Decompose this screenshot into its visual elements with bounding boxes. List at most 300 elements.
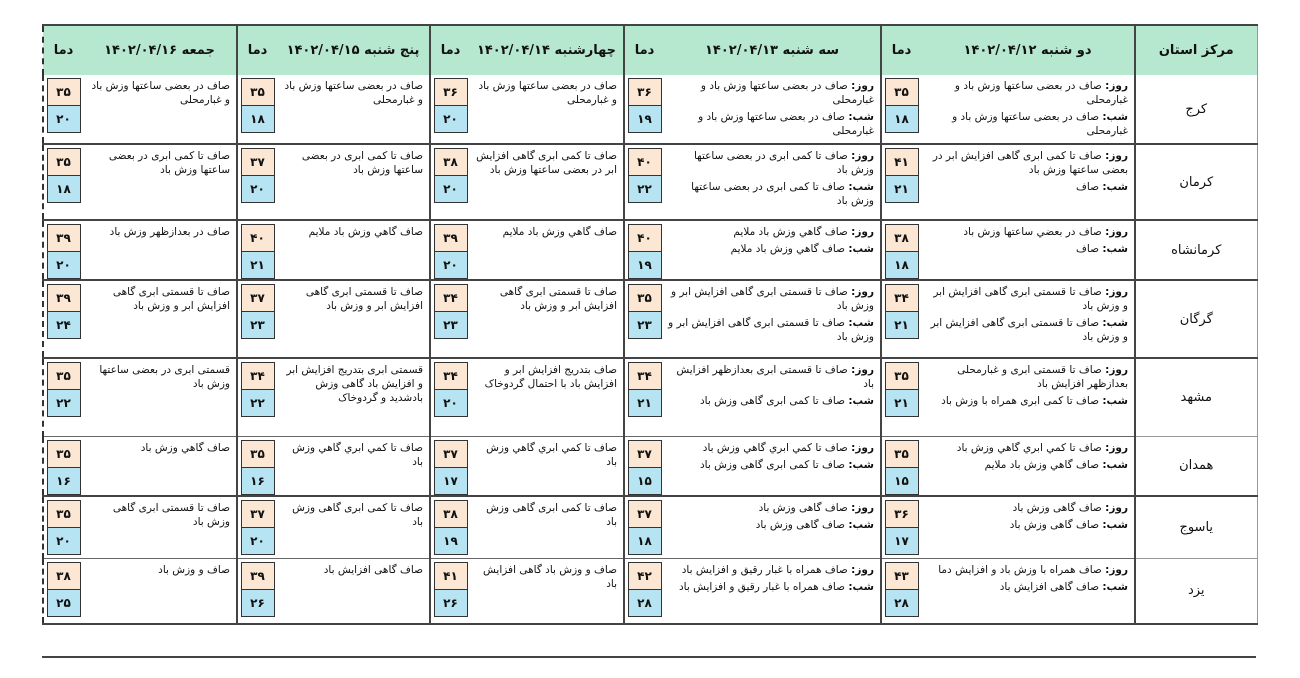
- max-temperature: ۴۰: [628, 224, 662, 252]
- forecast-text: صاف بتدریج افزایش ابر و افزایش باد با احتمال گردوخاک: [484, 364, 617, 390]
- forecast-text: صاف و وزش باد: [158, 563, 230, 576]
- night-label: شب:: [1102, 580, 1128, 593]
- max-temperature: ۳۹: [434, 224, 468, 252]
- forecast-description: [664, 558, 881, 624]
- day-forecast: [925, 441, 1128, 455]
- forecast-description: [470, 358, 624, 436]
- forecast-description: [921, 144, 1135, 220]
- min-temperature: ۲۳: [434, 312, 468, 339]
- night-forecast: [668, 180, 874, 208]
- max-temperature: ۳۷: [434, 440, 468, 468]
- forecast-description: [664, 280, 881, 358]
- forecast-description: [83, 436, 237, 496]
- max-temperature: ۴۰: [241, 224, 275, 252]
- min-temperature: ۱۸: [47, 176, 81, 203]
- max-temperature: ۳۴: [885, 284, 919, 312]
- min-temperature: ۱۸: [241, 106, 275, 133]
- forecast-description: [277, 75, 430, 144]
- day-forecast: [925, 501, 1128, 515]
- day-label: روز:: [1105, 80, 1128, 92]
- temperature-box: [47, 362, 81, 417]
- temperature-cell: [881, 496, 921, 558]
- forecast-description: [277, 496, 430, 558]
- province-name: یزد: [1135, 558, 1257, 624]
- day-label: روز:: [851, 441, 874, 454]
- day-label: روز:: [1105, 441, 1128, 454]
- temperature-box: [885, 440, 919, 495]
- temperature-cell: [624, 358, 664, 436]
- day-text: صاف گاهي وزش باد ملايم: [733, 226, 848, 238]
- day-label: روز:: [851, 364, 874, 376]
- table-row: [43, 558, 1257, 624]
- day-text: صاف تا قسمتی ابری بعدازظهر افزایش باد: [676, 364, 874, 390]
- day-forecast: [668, 501, 874, 515]
- min-temperature: ۲۰: [434, 390, 468, 417]
- night-forecast: [925, 180, 1128, 194]
- temperature-box: [628, 562, 662, 617]
- max-temperature: ۳۴: [241, 362, 275, 390]
- temperature-box: [885, 362, 919, 417]
- max-temperature: ۳۵: [628, 284, 662, 312]
- max-temperature: ۳۵: [47, 440, 81, 468]
- province-name: گرگان: [1135, 280, 1257, 358]
- day-text: صاف تا كمي ابري گاهي وزش باد: [956, 441, 1102, 454]
- temperature-box: [628, 148, 662, 203]
- temperature-cell: [624, 496, 664, 558]
- night-forecast: [668, 110, 874, 138]
- day-forecast: [925, 79, 1128, 107]
- province-name: همدان: [1135, 436, 1257, 496]
- temperature-cell: [430, 144, 470, 220]
- forecast-description: [664, 436, 881, 496]
- temperature-cell: [237, 144, 277, 220]
- forecast-description: [470, 558, 624, 624]
- max-temperature: ۴۰: [628, 148, 662, 176]
- temp-header-3: دما: [237, 25, 277, 75]
- temperature-cell: [237, 358, 277, 436]
- min-temperature: ۲۰: [434, 252, 468, 279]
- night-label: شب:: [1102, 519, 1128, 531]
- province-name: کرج: [1135, 75, 1257, 144]
- table-row: [43, 75, 1257, 144]
- temperature-box: [885, 224, 919, 279]
- forecast-text: صاف گاهي وزش باد ملايم: [308, 226, 423, 238]
- night-text: صاف تا کمی ابری گاهی وزش باد: [699, 458, 846, 471]
- min-temperature: ۲۶: [434, 590, 468, 617]
- temperature-box: [47, 500, 81, 555]
- night-forecast: [668, 316, 874, 344]
- forecast-description: [921, 496, 1135, 558]
- min-temperature: ۲۰: [434, 176, 468, 203]
- temperature-box: [47, 284, 81, 339]
- forecast-text: صاف در بعضی ساعتها وزش باد و غبارمحلی: [478, 80, 617, 106]
- forecast-text: صاف تا قسمتی ابری گاهی افزایش ابر و وزش باد: [499, 286, 617, 312]
- forecast-text: صاف در بعضی ساعتها وزش باد و غبارمحلی: [284, 80, 423, 106]
- max-temperature: ۴۳: [885, 562, 919, 590]
- min-temperature: ۲۰: [47, 252, 81, 279]
- max-temperature: ۳۸: [434, 500, 468, 528]
- min-temperature: ۲۸: [885, 590, 919, 617]
- night-forecast: [925, 394, 1128, 408]
- max-temperature: ۳۸: [885, 224, 919, 252]
- min-temperature: ۲۰: [434, 106, 468, 133]
- day-text: صاف همراه با غبار رقیق و افزایش باد: [681, 563, 848, 576]
- min-temperature: ۲۳: [628, 312, 662, 339]
- day-label: روز:: [851, 502, 874, 514]
- temperature-box: [241, 562, 275, 617]
- temperature-cell: [430, 496, 470, 558]
- night-label: شب:: [1102, 395, 1128, 407]
- forecast-description: [921, 220, 1135, 280]
- night-text: صاف گاهی وزش باد: [1009, 519, 1100, 531]
- max-temperature: ۳۵: [47, 148, 81, 176]
- temperature-cell: [237, 220, 277, 280]
- max-temperature: ۳۵: [885, 440, 919, 468]
- day-text: صاف تا قسمتی ابری و غبارمحلی بعدازظهر افزایش باد: [957, 364, 1128, 390]
- temperature-cell: [430, 280, 470, 358]
- max-temperature: ۳۶: [885, 500, 919, 528]
- temperature-cell: [237, 496, 277, 558]
- max-temperature: ۳۷: [628, 440, 662, 468]
- day-text: صاف گاهی وزش باد: [758, 502, 848, 514]
- day-header-0: دو شنبه ۱۴۰۲/۰۴/۱۲: [921, 25, 1135, 75]
- max-temperature: ۳۵: [47, 78, 81, 106]
- night-text: صاف در بعضی ساعتها وزش باد و غبارمحلی: [952, 111, 1128, 137]
- day-forecast: [925, 225, 1128, 239]
- day-label: روز:: [1105, 150, 1128, 162]
- night-text: صاف گاهی افزایش باد: [999, 580, 1100, 593]
- forecast-text: صاف تا كمي ابري گاهي وزش باد: [486, 441, 617, 468]
- min-temperature: ۲۳: [241, 312, 275, 339]
- forecast-description: [83, 75, 237, 144]
- min-temperature: ۱۷: [434, 468, 468, 495]
- temperature-cell: [624, 436, 664, 496]
- min-temperature: ۲۰: [241, 528, 275, 555]
- night-label: شب:: [848, 181, 874, 193]
- max-temperature: ۳۸: [47, 562, 81, 590]
- day-text: صاف در بعضي ساعتها وزش باد: [963, 226, 1102, 238]
- min-temperature: ۲۱: [885, 176, 919, 203]
- max-temperature: ۴۱: [885, 148, 919, 176]
- min-temperature: ۲۵: [47, 590, 81, 617]
- day-text: صاف تا کمی ابری گاهی افزایش ابر در بعضی ساعتها وزش باد: [932, 150, 1128, 176]
- forecast-text: صاف در بعضی ساعتها وزش باد و غبارمحلی: [91, 80, 230, 106]
- province-header: مرکز استان: [1135, 25, 1257, 75]
- min-temperature: ۱۸: [885, 106, 919, 133]
- day-header-3: پنج شنبه ۱۴۰۲/۰۴/۱۵: [277, 25, 430, 75]
- forecast-text: صاف گاهي وزش باد: [140, 441, 230, 454]
- temperature-cell: [624, 144, 664, 220]
- day-forecast: [925, 363, 1128, 391]
- night-label: شب:: [848, 243, 874, 255]
- forecast-description: [664, 75, 881, 144]
- forecast-description: [921, 75, 1135, 144]
- temperature-box: [628, 224, 662, 279]
- header-row: [43, 25, 1257, 75]
- forecast-description: [83, 220, 237, 280]
- temperature-cell: [43, 558, 83, 624]
- temperature-box: [241, 440, 275, 495]
- day-label: روز:: [851, 286, 874, 298]
- forecast-description: [664, 144, 881, 220]
- max-temperature: ۳۵: [47, 500, 81, 528]
- temperature-box: [434, 224, 468, 279]
- forecast-description: [470, 280, 624, 358]
- province-name: یاسوج: [1135, 496, 1257, 558]
- night-label: شب:: [848, 395, 874, 407]
- forecast-description: [277, 144, 430, 220]
- day-forecast: [668, 563, 874, 577]
- temperature-cell: [881, 144, 921, 220]
- day-text: صاف تا کمی ابری در بعضی ساعتها وزش باد: [693, 150, 874, 176]
- temp-header-1: دما: [624, 25, 664, 75]
- day-forecast: [668, 441, 874, 455]
- night-text: صاف در بعضی ساعتها وزش باد و غبارمحلی: [698, 111, 874, 137]
- night-forecast: [925, 518, 1128, 532]
- max-temperature: ۳۸: [434, 148, 468, 176]
- forecast-text: صاف تا کمی ابری گاهی وزش باد: [292, 502, 423, 528]
- forecast-description: [83, 496, 237, 558]
- forecast-table: [42, 24, 1258, 625]
- max-temperature: ۴۲: [628, 562, 662, 590]
- temperature-box: [885, 78, 919, 133]
- temperature-box: [47, 148, 81, 203]
- forecast-description: [470, 436, 624, 496]
- day-label: روز:: [851, 226, 874, 238]
- min-temperature: ۱۸: [885, 252, 919, 279]
- night-text: صاف همراه با غبار رقیق و افزایش باد: [678, 580, 846, 593]
- min-temperature: ۱۸: [628, 528, 662, 555]
- forecast-description: [277, 358, 430, 436]
- forecast-description: [470, 496, 624, 558]
- temperature-box: [241, 284, 275, 339]
- forecast-description: [664, 496, 881, 558]
- max-temperature: ۳۹: [47, 224, 81, 252]
- day-header-4: جمعه ۱۴۰۲/۰۴/۱۶: [83, 25, 237, 75]
- night-label: شب:: [848, 111, 874, 123]
- forecast-description: [83, 558, 237, 624]
- forecast-body: [43, 75, 1257, 624]
- forecast-text: صاف در بعدازظهر وزش باد: [109, 226, 230, 238]
- forecast-text: صاف تا کمی ابری در بعضی ساعتها وزش باد: [108, 150, 230, 176]
- temperature-box: [628, 500, 662, 555]
- day-label: روز:: [851, 80, 874, 92]
- forecast-text: صاف و وزش باد گاهی افزایش باد: [483, 563, 617, 590]
- min-temperature: ۲۰: [47, 106, 81, 133]
- temperature-box: [47, 224, 81, 279]
- day-label: روز:: [1105, 364, 1128, 376]
- max-temperature: ۳۹: [241, 562, 275, 590]
- temperature-box: [434, 284, 468, 339]
- day-forecast: [925, 285, 1128, 313]
- night-label: شب:: [1102, 111, 1128, 123]
- temperature-cell: [43, 280, 83, 358]
- night-forecast: [925, 316, 1128, 344]
- min-temperature: ۲۱: [628, 390, 662, 417]
- night-text: صاف تا کمی ابری گاهی وزش باد: [699, 395, 846, 407]
- night-label: شب:: [1102, 458, 1128, 471]
- night-text: صاف تا کمی ابری در بعضی ساعتها وزش باد: [691, 181, 874, 207]
- temperature-cell: [43, 75, 83, 144]
- day-text: صاف در بعضی ساعتها وزش باد و غبارمحلی: [954, 80, 1128, 106]
- temperature-box: [434, 562, 468, 617]
- temperature-cell: [237, 280, 277, 358]
- temperature-box: [628, 440, 662, 495]
- temperature-cell: [43, 144, 83, 220]
- max-temperature: ۳۷: [241, 284, 275, 312]
- night-text: صاف: [1076, 243, 1100, 255]
- temperature-cell: [881, 558, 921, 624]
- day-label: روز:: [1105, 226, 1128, 238]
- temperature-box: [628, 284, 662, 339]
- max-temperature: ۳۵: [47, 362, 81, 390]
- night-text: صاف تا قسمتی ابری گاهی افزایش ابر و وزش باد: [930, 317, 1128, 343]
- min-temperature: ۱۹: [628, 252, 662, 279]
- day-forecast: [668, 285, 874, 313]
- night-forecast: [668, 458, 874, 472]
- day-text: صاف تا قسمتی ابری گاهی افزایش ابر و وزش باد: [670, 286, 874, 312]
- night-label: شب:: [848, 519, 874, 531]
- min-temperature: ۲۱: [885, 312, 919, 339]
- night-text: صاف گاهی وزش باد: [755, 519, 846, 531]
- temperature-box: [628, 78, 662, 133]
- temperature-box: [885, 562, 919, 617]
- day-forecast: [668, 225, 874, 239]
- forecast-description: [921, 436, 1135, 496]
- forecast-text: صاف تا قسمتی ابری گاهی وزش باد: [112, 502, 230, 528]
- forecast-description: [83, 358, 237, 436]
- temperature-box: [885, 500, 919, 555]
- temperature-box: [241, 224, 275, 279]
- day-header-2: چهارشنبه ۱۴۰۲/۰۴/۱۴: [470, 25, 624, 75]
- night-text: صاف تا کمی ابری همراه با وزش باد: [941, 395, 1100, 407]
- temperature-cell: [43, 436, 83, 496]
- min-temperature: ۲۴: [47, 312, 81, 339]
- min-temperature: ۲۲: [47, 390, 81, 417]
- temperature-cell: [430, 358, 470, 436]
- forecast-text: صاف تا قسمتی ابری گاهی افزایش ابر و وزش باد: [305, 286, 423, 312]
- forecast-text: صاف گاهی افزایش باد: [323, 563, 423, 576]
- temperature-cell: [237, 436, 277, 496]
- forecast-description: [664, 220, 881, 280]
- temperature-box: [434, 148, 468, 203]
- day-forecast: [668, 79, 874, 107]
- table-row: [43, 496, 1257, 558]
- temperature-cell: [237, 558, 277, 624]
- temperature-box: [434, 78, 468, 133]
- day-text: صاف همراه با وزش باد و افزایش دما: [938, 563, 1102, 576]
- forecast-description: [83, 144, 237, 220]
- min-temperature: ۲۲: [241, 390, 275, 417]
- day-label: روز:: [851, 150, 874, 162]
- temperature-cell: [43, 358, 83, 436]
- temperature-cell: [43, 220, 83, 280]
- min-temperature: ۲۱: [885, 390, 919, 417]
- temperature-box: [434, 362, 468, 417]
- forecast-description: [470, 144, 624, 220]
- temperature-box: [241, 362, 275, 417]
- night-text: صاف گاهي وزش باد ملايم: [730, 243, 846, 255]
- province-name: کرمانشاه: [1135, 220, 1257, 280]
- night-label: شب:: [848, 580, 874, 593]
- night-label: شب:: [1102, 243, 1128, 255]
- forecast-description: [921, 558, 1135, 624]
- min-temperature: ۲۲: [628, 176, 662, 203]
- max-temperature: ۳۵: [885, 362, 919, 390]
- max-temperature: ۳۴: [434, 362, 468, 390]
- table-row: [43, 436, 1257, 496]
- temperature-cell: [430, 436, 470, 496]
- max-temperature: ۳۵: [241, 440, 275, 468]
- temperature-cell: [430, 558, 470, 624]
- night-forecast: [925, 110, 1128, 138]
- max-temperature: ۳۷: [241, 500, 275, 528]
- min-temperature: ۲۱: [241, 252, 275, 279]
- max-temperature: ۳۹: [47, 284, 81, 312]
- forecast-text: قسمتی ابری در بعضی ساعتها وزش باد: [99, 364, 230, 390]
- temperature-box: [241, 500, 275, 555]
- min-temperature: ۱۹: [628, 106, 662, 133]
- night-forecast: [668, 580, 874, 594]
- min-temperature: ۲۶: [241, 590, 275, 617]
- max-temperature: ۳۴: [628, 362, 662, 390]
- night-forecast: [925, 242, 1128, 256]
- temp-header-2: دما: [430, 25, 470, 75]
- night-label: شب:: [1102, 181, 1128, 193]
- day-text: صاف تا قسمتی ابری گاهی افزایش ابر و وزش باد: [933, 286, 1128, 312]
- night-label: شب:: [848, 458, 874, 471]
- forecast-description: [664, 358, 881, 436]
- night-forecast: [668, 518, 874, 532]
- forecast-description: [277, 220, 430, 280]
- night-text: صاف گاهي وزش باد ملايم: [984, 458, 1100, 471]
- temperature-box: [885, 284, 919, 339]
- max-temperature: ۳۵: [241, 78, 275, 106]
- table-row: [43, 144, 1257, 220]
- temperature-cell: [881, 280, 921, 358]
- temperature-cell: [430, 75, 470, 144]
- night-label: شب:: [848, 317, 874, 329]
- day-forecast: [925, 563, 1128, 577]
- forecast-text: صاف تا كمي ابري گاهي وزش باد: [292, 441, 423, 468]
- min-temperature: ۲۰: [241, 176, 275, 203]
- max-temperature: ۳۶: [434, 78, 468, 106]
- temperature-cell: [430, 220, 470, 280]
- day-label: روز:: [1105, 502, 1128, 514]
- min-temperature: ۱۷: [885, 528, 919, 555]
- day-text: صاف در بعضی ساعتها وزش باد و غبارمحلی: [700, 80, 874, 106]
- day-forecast: [668, 149, 874, 177]
- night-label: شب:: [1102, 317, 1128, 329]
- temperature-box: [434, 440, 468, 495]
- day-label: روز:: [1105, 563, 1128, 576]
- night-forecast: [925, 580, 1128, 594]
- forecast-description: [83, 280, 237, 358]
- forecast-description: [277, 436, 430, 496]
- temperature-cell: [43, 496, 83, 558]
- temperature-box: [628, 362, 662, 417]
- forecast-text: صاف تا کمی ابری گاهی وزش باد: [486, 502, 617, 528]
- max-temperature: ۳۶: [628, 78, 662, 106]
- province-name: مشهد: [1135, 358, 1257, 436]
- forecast-description: [277, 280, 430, 358]
- temperature-cell: [624, 558, 664, 624]
- forecast-description: [921, 280, 1135, 358]
- day-text: صاف گاهی وزش باد: [1012, 502, 1102, 514]
- forecast-text: صاف تا قسمتی ابری گاهی افزایش ابر و وزش باد: [112, 286, 230, 312]
- forecast-text: قسمتی ابری بتدریج افزایش ابر و افزایش باد گاهی وزش بادشدید و گردوخاک: [286, 364, 423, 404]
- temperature-cell: [624, 220, 664, 280]
